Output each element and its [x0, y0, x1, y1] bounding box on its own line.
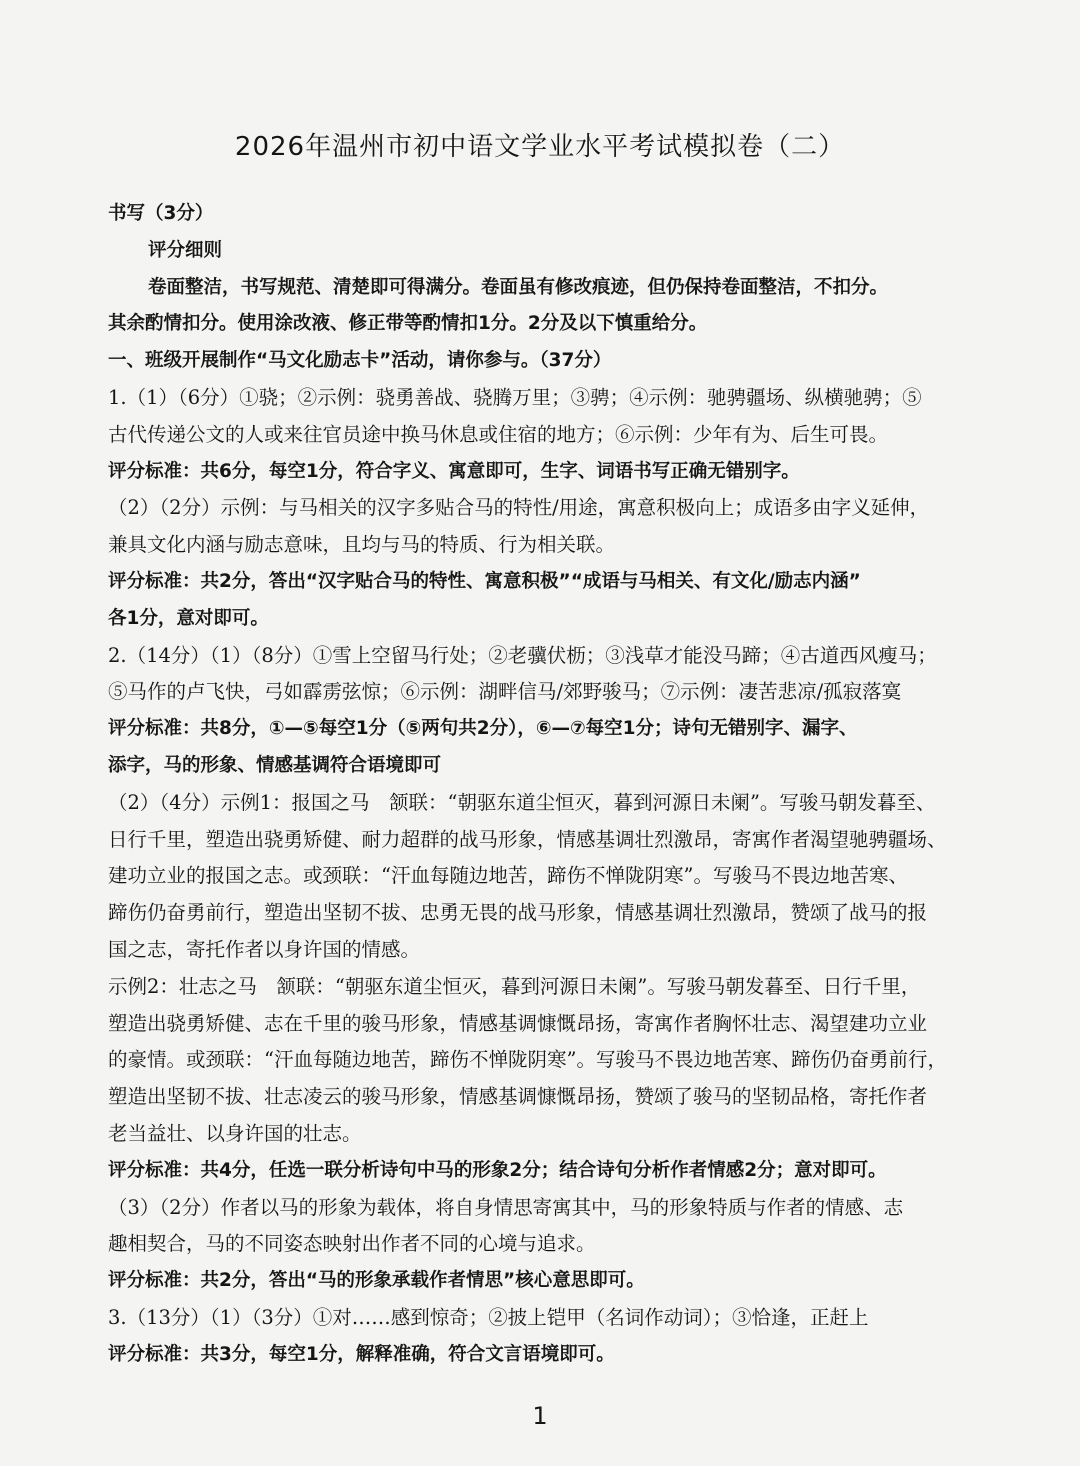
text-line: 示例2：壮志之马 颔联：“朝驱东道尘恒灭，暮到河源日未阑”。写骏马朝发暮至、日行千里，: [108, 974, 921, 998]
text-line: 评分标准：共4分，任选一联分析诗句中马的形象2分；结合诗句分析作者情感2分；意对即可。: [108, 1159, 887, 1181]
page-number: 1: [532, 1402, 548, 1430]
text-line: 国之志，寄托作者以身许国的情感。: [108, 937, 421, 961]
text-line: 1.（1）（6分）①骁；②示例：骁勇善战、骁腾万里；③骋；④示例：驰骋疆场、纵横驰骋；⑤: [108, 385, 922, 409]
text-line: 评分标准：共2分，答出“汉字贴合马的特性、寓意积极”“成语与马相关、有文化/励志内涵”: [108, 570, 861, 592]
text-line: 蹄伤仍奋勇前行，塑造出坚韧不拔、忠勇无畏的战马形象，情感基调壮烈激昂，赞颂了战马的报: [108, 901, 928, 925]
text-line: 评分标准：共2分，答出“马的形象承载作者情思”核心意思即可。: [108, 1270, 645, 1292]
text-line: 评分标准：共8分，①—⑤每空1分（⑤两句共2分），⑥—⑦每空1分；诗句无错别字、漏字、: [108, 718, 858, 740]
text-line: 一、班级开展制作“马文化励志卡”活动，请你参与。（37分）: [108, 350, 612, 372]
text-line: 的豪情。或颈联：“汗血每随边地苦，蹄伤不惮陇阴寒”。写骏马不畏边地苦寒、蹄伤仍奋勇前行，: [108, 1048, 947, 1072]
text-line: 评分标准：共3分，每空1分，解释准确，符合文言语境即可。: [108, 1343, 615, 1365]
text-line: 各1分，意对即可。: [108, 607, 269, 629]
text-line: 塑造出骁勇矫健、志在千里的骏马形象，情感基调慷慨昂扬，寄寓作者胸怀壮志、渴望建功立业: [108, 1011, 928, 1035]
text-line: 建功立业的报国之志。或颈联：“汗血每随边地苦，蹄伤不惮陇阴寒”。写骏马不畏边地苦寒、: [108, 864, 908, 888]
text-line: 2.（14分）（1）（8分）①雪上空留马行处；②老骥伏枥；③浅草才能没马蹄；④古道西风瘦马；: [108, 643, 937, 667]
text-line: 古代传递公文的人或来往官员途中换马休息或住宿的地方；⑥示例：少年有为、后生可畏。: [108, 422, 889, 446]
text-line: 塑造出坚韧不拔、壮志凌云的骏马形象，情感基调慷慨昂扬，赞颂了骏马的坚韧品格，寄托作者: [108, 1085, 928, 1109]
answer-content: [108, 196, 980, 1374]
text-line: （2）（2分）示例：与马相关的汉字多贴合马的特性/用途，寓意积极向上；成语多由字义延伸，: [108, 496, 930, 520]
text-line: （2）（4分）示例1：报国之马 颔联：“朝驱东道尘恒灭，暮到河源日未阑”。写骏马朝发暮至、: [108, 790, 936, 814]
text-line: 评分细则: [148, 239, 223, 261]
text-line: 书写（3分）: [108, 203, 214, 224]
text-line: 兼具文化内涵与励志意味，且均与马的特质、行为相关联。: [108, 533, 616, 557]
text-line: 日行千里，塑造出骁勇矫健、耐力超群的战马形象，情感基调壮烈激昂，寄寓作者渴望驰骋疆场、: [108, 827, 947, 851]
text-line: （3）（2分）作者以马的形象为载体，将自身情思寄寓其中，马的形象特质与作者的情感、志: [108, 1195, 904, 1219]
text-line: 其余酌情扣分。使用涂改液、修正带等酌情扣1分。2分及以下慎重给分。: [108, 313, 708, 335]
text-line: 趣相契合，马的不同姿态映射出作者不同的心境与追求。: [108, 1232, 596, 1256]
text-line: 卷面整洁，书写规范、清楚即可得满分。卷面虽有修改痕迹，但仍保持卷面整洁，不扣分。: [148, 276, 889, 298]
text-line: 评分标准：共6分，每空1分，符合字义、寓意即可，生字、词语书写正确无错别字。: [108, 460, 800, 482]
text-line: 3.（13分）（1）（3分）①对……感到惊奇；②披上铠甲（名词作动词）；③恰逢，正赶上: [108, 1305, 869, 1329]
text-line: 添字，马的形象、情感基调符合语境即可: [108, 754, 442, 776]
text-line: ⑤马作的卢飞快，弓如霹雳弦惊；⑥示例：湖畔信马/郊野骏马；⑦示例：凄苦悲凉/孤寂落寞: [108, 680, 902, 704]
document-title: 2026年温州市初中语文学业水平考试模拟卷（二）: [234, 132, 846, 162]
text-line: 老当益壮、以身许国的壮志。: [108, 1121, 362, 1145]
